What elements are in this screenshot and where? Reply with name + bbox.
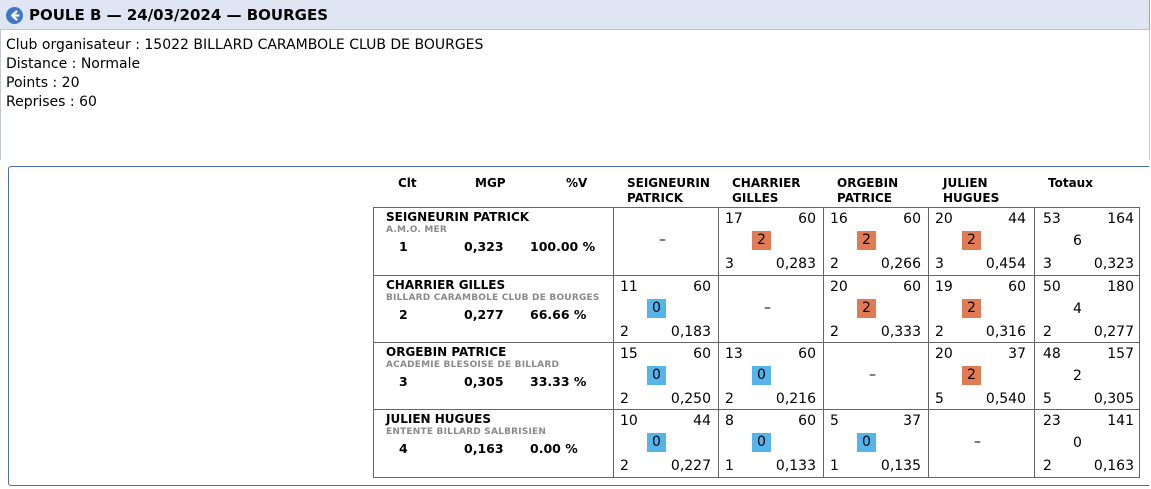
match-cell[interactable] xyxy=(614,276,718,342)
match-result-badge: 2 xyxy=(962,231,981,250)
match-cell[interactable] xyxy=(719,208,823,274)
match-innings: 60 xyxy=(903,279,921,295)
match-high-run: 3 xyxy=(935,256,944,272)
match-result-badge: 2 xyxy=(857,299,876,318)
match-innings: 44 xyxy=(693,413,711,429)
match-innings: 60 xyxy=(798,211,816,227)
match-result-badge: 0 xyxy=(647,433,666,452)
no-match-dash: – xyxy=(869,367,876,383)
total-innings: 164 xyxy=(1107,211,1134,227)
col-header-opponent-1: SEIGNEURIN PATRICK xyxy=(627,176,710,205)
total-innings: 157 xyxy=(1107,346,1134,362)
total-innings: 141 xyxy=(1107,413,1134,429)
player-rank: 2 xyxy=(399,307,408,322)
match-average: 0,216 xyxy=(775,391,816,407)
total-points: 53 xyxy=(1043,211,1061,227)
match-average: 0,133 xyxy=(775,458,816,474)
col-header-opponent-2: CHARRIER GILLES xyxy=(732,176,801,205)
match-cell[interactable] xyxy=(824,276,928,342)
match-innings: 60 xyxy=(798,413,816,429)
player-win-pct: 66.66 % xyxy=(530,307,587,322)
match-result-badge: 0 xyxy=(647,299,666,318)
match-points: 20 xyxy=(830,279,848,295)
total-match-points: 6 xyxy=(1073,233,1082,249)
player-mgp: 0,277 xyxy=(464,307,504,322)
match-cell[interactable] xyxy=(929,208,1033,274)
match-points: 16 xyxy=(830,211,848,227)
match-cell[interactable] xyxy=(719,343,823,409)
player-name: JULIEN HUGUES xyxy=(386,412,491,426)
match-cell[interactable] xyxy=(614,208,718,274)
organizer-club: Club organisateur : 15022 BILLARD CARAMBOLE CLUB DE BOURGES xyxy=(6,37,484,53)
total-match-points: 4 xyxy=(1073,301,1082,317)
match-cell[interactable] xyxy=(824,410,928,476)
match-cell[interactable] xyxy=(929,276,1033,342)
total-points: 50 xyxy=(1043,279,1061,295)
match-average: 0,227 xyxy=(670,458,711,474)
match-high-run: 2 xyxy=(830,256,839,272)
col-header-opponent-3: ORGEBIN PATRICE xyxy=(837,176,899,205)
grid-line xyxy=(1139,207,1140,478)
match-points: 20 xyxy=(935,346,953,362)
player-name: SEIGNEURIN PATRICK xyxy=(386,210,530,224)
arrow-left-icon[interactable] xyxy=(6,7,23,24)
player-rank: 3 xyxy=(399,374,408,389)
no-match-dash: – xyxy=(764,300,771,316)
match-average: 0,135 xyxy=(880,458,921,474)
points: Points : 20 xyxy=(6,75,80,91)
player-club: BILLARD CARAMBOLE CLUB DE BOURGES xyxy=(386,293,600,303)
reprises: Reprises : 60 xyxy=(6,94,97,110)
total-points: 23 xyxy=(1043,413,1061,429)
player-club: ACADEMIE BLESOISE DE BILLARD xyxy=(386,360,560,370)
match-points: 13 xyxy=(725,346,743,362)
match-result-badge: 0 xyxy=(752,433,771,452)
match-cell[interactable] xyxy=(824,343,928,409)
total-points: 48 xyxy=(1043,346,1061,362)
match-average: 0,454 xyxy=(985,256,1026,272)
match-high-run: 2 xyxy=(620,324,629,340)
player-win-pct: 0.00 % xyxy=(530,441,578,456)
match-points: 8 xyxy=(725,413,734,429)
match-high-run: 2 xyxy=(830,324,839,340)
match-innings: 37 xyxy=(1008,346,1026,362)
total-match-points: 0 xyxy=(1073,435,1082,451)
match-cell[interactable] xyxy=(929,410,1033,476)
match-high-run: 1 xyxy=(830,458,839,474)
match-average: 0,316 xyxy=(985,324,1026,340)
total-average: 0,163 xyxy=(1093,458,1134,474)
totals-cell xyxy=(1035,208,1139,274)
match-cell[interactable] xyxy=(614,410,718,476)
match-cell[interactable] xyxy=(719,410,823,476)
match-high-run: 2 xyxy=(935,324,944,340)
match-average: 0,266 xyxy=(880,256,921,272)
match-average: 0,183 xyxy=(670,324,711,340)
col-header-mgp: MGP xyxy=(475,176,506,190)
match-result-badge: 0 xyxy=(752,366,771,385)
title-bar xyxy=(0,0,1150,30)
col-header-opponent-4: JULIEN HUGUES xyxy=(943,176,1000,205)
player-win-pct: 33.33 % xyxy=(530,374,587,389)
match-result-badge: 0 xyxy=(857,433,876,452)
match-high-run: 2 xyxy=(725,391,734,407)
no-match-dash: – xyxy=(974,434,981,450)
match-points: 17 xyxy=(725,211,743,227)
match-cell[interactable] xyxy=(614,343,718,409)
match-innings: 60 xyxy=(693,279,711,295)
match-result-badge: 2 xyxy=(752,231,771,250)
match-points: 20 xyxy=(935,211,953,227)
total-high-run: 5 xyxy=(1043,391,1052,407)
total-average: 0,277 xyxy=(1093,324,1134,340)
match-result-badge: 0 xyxy=(647,366,666,385)
match-points: 19 xyxy=(935,279,953,295)
total-match-points: 2 xyxy=(1073,368,1082,384)
match-cell[interactable] xyxy=(929,343,1033,409)
match-points: 11 xyxy=(620,279,638,295)
match-average: 0,250 xyxy=(670,391,711,407)
match-result-badge: 2 xyxy=(857,231,876,250)
totals-cell xyxy=(1035,343,1139,409)
match-innings: 60 xyxy=(903,211,921,227)
player-club: ENTENTE BILLARD SALBRISIEN xyxy=(386,427,547,437)
match-result-badge: 2 xyxy=(962,299,981,318)
player-mgp: 0,323 xyxy=(464,239,504,254)
match-high-run: 5 xyxy=(935,391,944,407)
match-average: 0,333 xyxy=(880,324,921,340)
total-innings: 180 xyxy=(1107,279,1134,295)
player-name: CHARRIER GILLES xyxy=(386,278,506,292)
page-title: POULE B — 24/03/2024 — BOURGES xyxy=(29,6,329,24)
total-high-run: 2 xyxy=(1043,458,1052,474)
match-points: 15 xyxy=(620,346,638,362)
match-high-run: 3 xyxy=(725,256,734,272)
totals-cell xyxy=(1035,410,1139,476)
totals-cell xyxy=(1035,276,1139,342)
col-header-totals: Totaux xyxy=(1048,176,1093,190)
match-points: 10 xyxy=(620,413,638,429)
match-average: 0,283 xyxy=(775,256,816,272)
player-club: A.M.O. MER xyxy=(386,225,447,235)
total-high-run: 2 xyxy=(1043,324,1052,340)
grid-line xyxy=(373,477,1140,478)
player-rank: 1 xyxy=(399,239,408,254)
match-innings: 60 xyxy=(1008,279,1026,295)
match-cell[interactable] xyxy=(824,208,928,274)
match-innings: 60 xyxy=(693,346,711,362)
match-high-run: 1 xyxy=(725,458,734,474)
match-innings: 60 xyxy=(798,346,816,362)
player-name: ORGEBIN PATRICE xyxy=(386,345,507,359)
right-border xyxy=(1149,30,1150,160)
match-cell[interactable] xyxy=(719,276,823,342)
col-header-pv: %V xyxy=(566,176,588,190)
col-header-clt: Clt xyxy=(398,176,417,190)
total-average: 0,323 xyxy=(1093,256,1134,272)
left-border xyxy=(0,30,1,160)
player-mgp: 0,305 xyxy=(464,374,504,389)
match-innings: 37 xyxy=(903,413,921,429)
total-high-run: 3 xyxy=(1043,256,1052,272)
no-match-dash: – xyxy=(659,232,666,248)
match-average: 0,540 xyxy=(985,391,1026,407)
grid-line xyxy=(373,207,374,478)
match-high-run: 2 xyxy=(620,458,629,474)
match-points: 5 xyxy=(830,413,839,429)
player-rank: 4 xyxy=(399,441,408,456)
player-mgp: 0,163 xyxy=(464,441,504,456)
match-result-badge: 2 xyxy=(962,366,981,385)
distance: Distance : Normale xyxy=(6,56,141,72)
player-win-pct: 100.00 % xyxy=(530,239,596,254)
total-average: 0,305 xyxy=(1093,391,1134,407)
match-innings: 44 xyxy=(1008,211,1026,227)
match-high-run: 2 xyxy=(620,391,629,407)
